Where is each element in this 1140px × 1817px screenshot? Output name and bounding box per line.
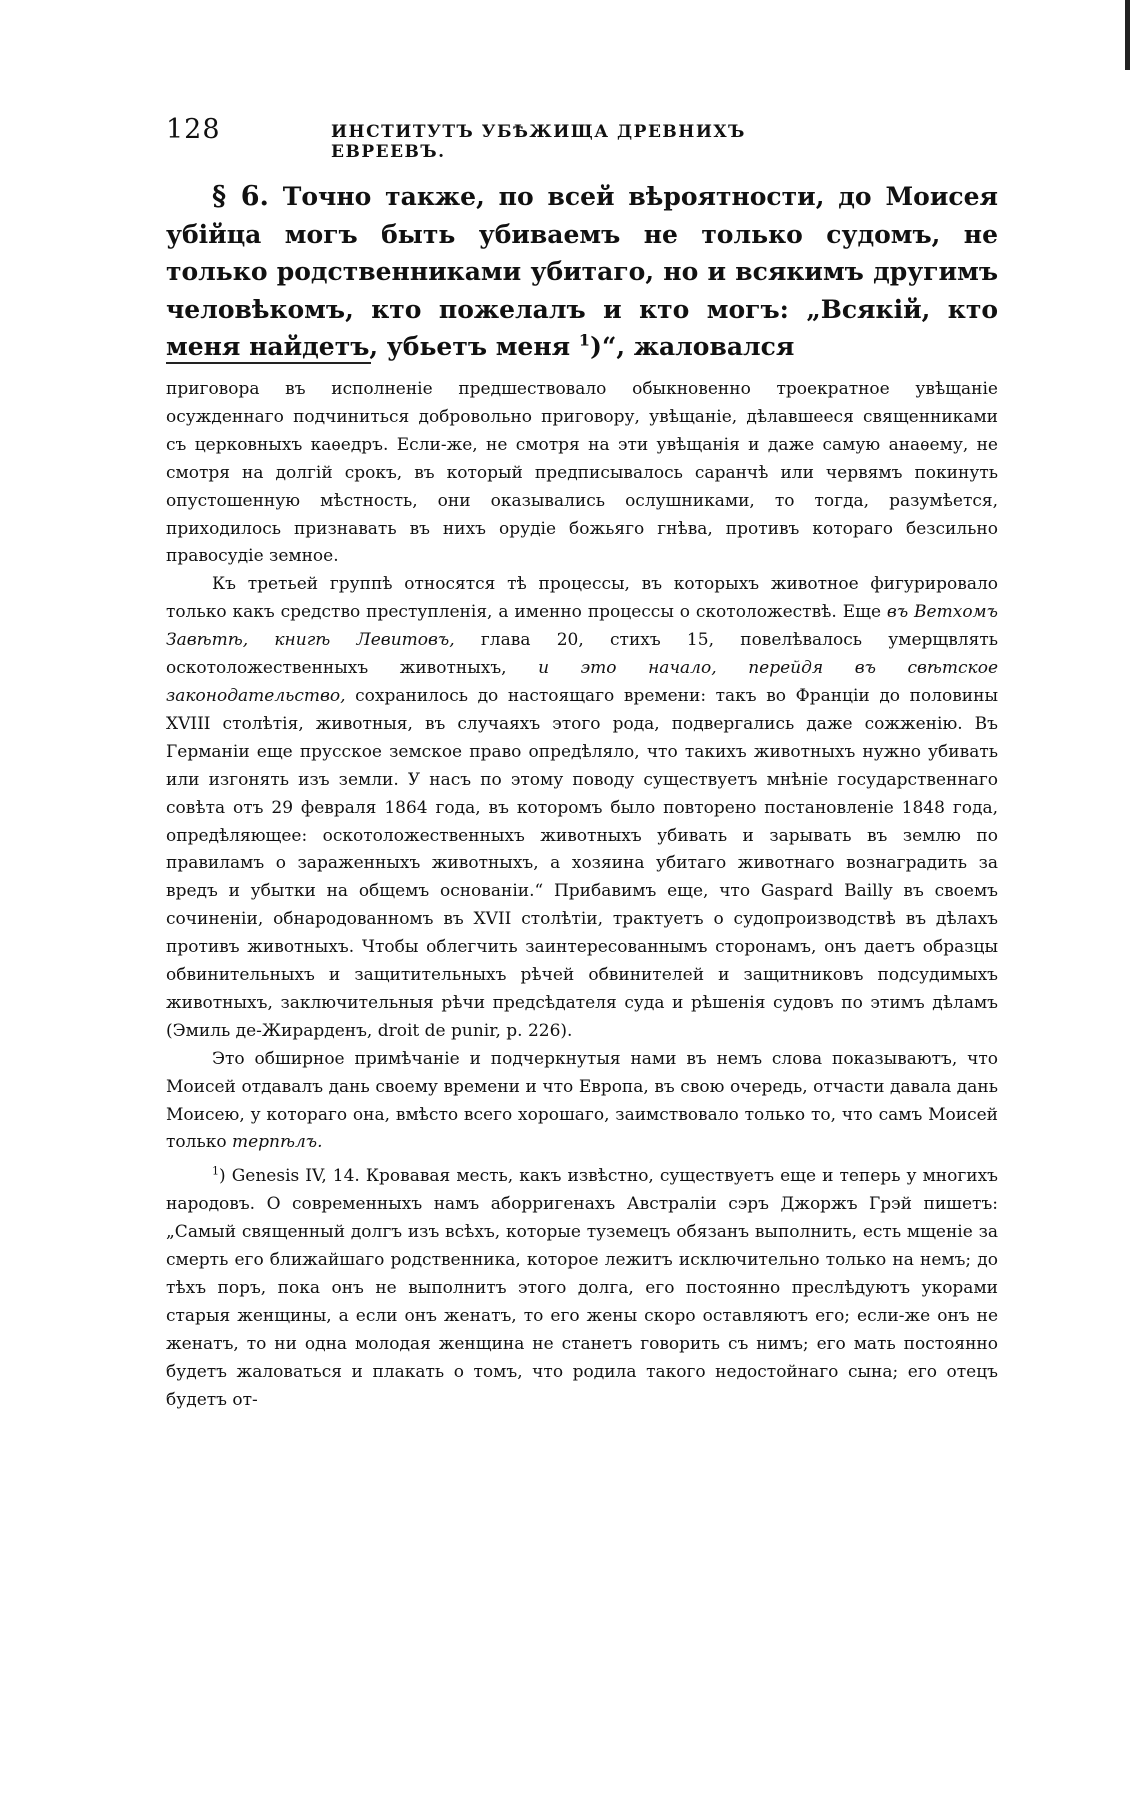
page-number: 128 — [166, 114, 221, 145]
footnote-ref: 1 — [578, 330, 591, 350]
footnote-1-mark: 1 — [212, 1164, 220, 1178]
paragraph-2-italic-1: въ Ветхомъ Завѣтѣ, книгѣ Левитовъ, — [166, 602, 998, 651]
paragraph-2-part-c: сохранилось до настоящаго времени: такъ во Франціи до половины XVIII столѣтія, животныя, въ случаяхъ этого рода, подвергались даже сожженію. Въ Германіи еще прусское земское право опредѣляло, что такихъ животныхъ нужно убивать или изгонять изъ земли. У насъ по этому поводу существуетъ мнѣніе государственнаго совѣта отъ 29 февраля 1864 года, въ которомъ было повторено постановленіе 1848 года, опредѣляющее: оскотоложественныхъ животныхъ убивать и зарывать въ землю по правиламъ о зараженныхъ животныхъ, а хозяина убитаго животнаго вознаградить за вредъ и убытки на общемъ основаніи.“ Прибавимъ еще, что Gaspard Bailly въ своемъ сочиненіи, обнародованномъ въ XVII столѣтіи, трактуетъ о судопроизводствѣ въ дѣлахъ противъ животныхъ. Чтобы облегчить заинтересованнымъ сторонамъ, онъ даетъ образцы обвинительныхъ и защитительныхъ рѣчей обвинителей и защитниковъ подсудимыхъ животныхъ, заключительныя рѣчи предсѣдателя суда и рѣшенія судовъ по этимъ дѣламъ (Эмиль де-Жирарденъ, droit de punir, p. 226). — [166, 685, 998, 1041]
footnote-paragraph-3 — [166, 1046, 998, 1158]
section-mark: § 6. — [212, 181, 269, 212]
page-header — [166, 114, 856, 162]
paragraph-2-part-b: глава 20, стихъ 15, повелѣвалось умерщвлять оскотоложественныхъ животныхъ, — [166, 630, 998, 679]
footnote-rule — [166, 362, 371, 364]
main-text-part-a: Точно также, по всей вѣроятности, до Моисея убійца могъ быть убиваемъ не только судомъ, не только родственниками убитаго, но и всякимъ другимъ человѣкомъ, кто пожелалъ и кто могъ: „Всякій, кто меня найдетъ, убьетъ меня — [166, 182, 998, 361]
paragraph-2-part-a: Къ третьей группѣ относятся тѣ процессы, въ которыхъ животное фигурировало только какъ средство преступленія, а именно процессы о скотоложествѣ. Еще — [166, 574, 998, 623]
main-text-part-b: )“, жаловался — [590, 332, 795, 361]
paragraph-2-italic-2: и это начало, перейдя въ свѣтское законодательство, — [166, 658, 998, 706]
footnotes — [166, 376, 998, 1415]
running-title: ИНСТИТУТЪ УБѢЖИЩА ДРЕВНИХЪ ЕВРЕЕВЪ. — [331, 122, 746, 162]
scan-edge-mark — [1125, 0, 1130, 70]
main-text — [166, 178, 998, 366]
paragraph-3-part-a: Это обширное примѣчаніе и подчеркнутыя нами въ немъ слова показываютъ, что Моисей отдавалъ дань своему времени и что Европа, въ свою очередь, отчасти давала дань Моисею, у котораго она, вмѣсто всего хорошаго, заимствовало только то, что самъ Моисей только — [166, 1048, 998, 1153]
footnote-paragraph-2 — [166, 571, 998, 1045]
footnote-continuation: приговора въ исполненіе предшествовало обыкновенно троекратное увѣщаніе осужденнаго подчиниться добровольно приговору, увѣщаніе, дѣлавшееся священниками съ церковныхъ каѳедръ. Если-же, не смотря на эти увѣщанія и даже самую анаѳему, не смотря на долгій срокъ, въ который предписывалось саранчѣ или червямъ покинуть опустошенную мѣстность, они оказывались ослушниками, то тогда, разумѣется, приходилось признавать въ нихъ орудіе божьяго гнѣва, противъ котораго безсильно правосудіе земное. — [166, 379, 998, 567]
paragraph-3-italic: терпѣлъ. — [231, 1132, 323, 1153]
footnote-1 — [166, 1163, 998, 1414]
footnote-1-text: ) Genesis IV, 14. Кровавая месть, какъ извѣстно, существуетъ еще и теперь у многихъ народовъ. О современныхъ намъ аборригенахъ Австраліи сэръ Джоржъ Грэй пишетъ: „Самый священный долгъ изъ всѣхъ, которые туземецъ обязанъ выполнить, есть мщеніе за смерть его ближайшаго родственника, которое лежитъ исключительно только на немъ; до тѣхъ поръ, пока онъ не выполнитъ этого долга, его постоянно преслѣдуютъ укорами старыя женщины, а если онъ женатъ, то его жены скоро оставляютъ его; если-же онъ не женатъ, то ни одна молодая женщина не станетъ говорить съ нимъ; его мать постоянно будетъ жаловаться и плакать о томъ, что родила такого недостойнаго сына; его отецъ будетъ от- — [166, 1166, 998, 1410]
